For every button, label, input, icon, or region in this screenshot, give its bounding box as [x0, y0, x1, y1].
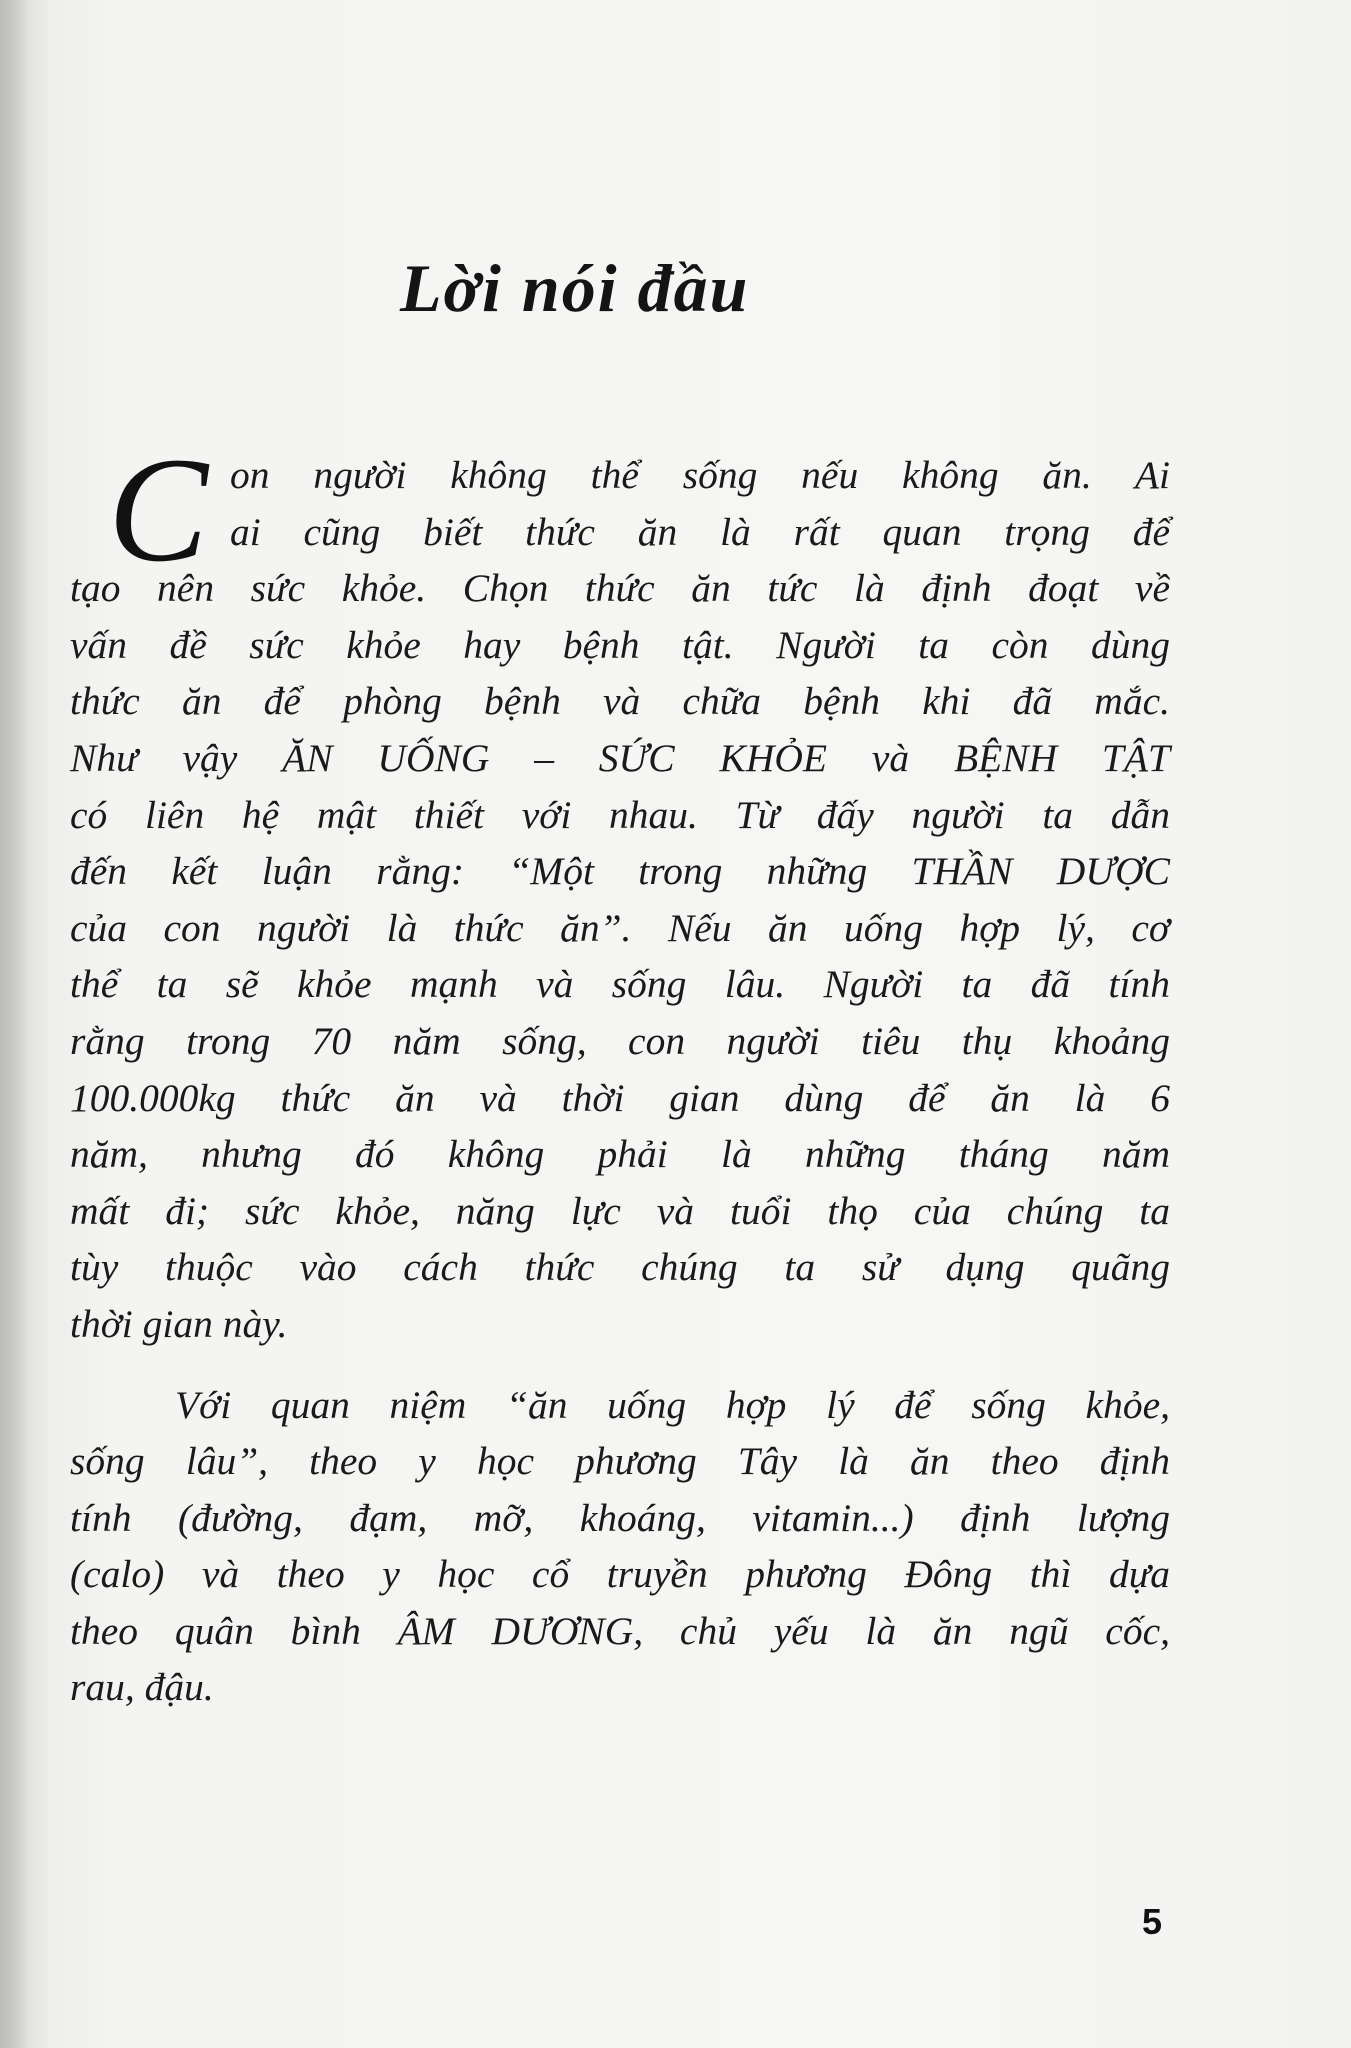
- body-text: [70, 447, 1170, 1716]
- text-line: mất đi; sức khỏe, năng lực và tuổi thọ của chúng ta: [70, 1188, 1170, 1233]
- paragraph-2: [70, 1377, 1170, 1717]
- text-line: 100.000kg thức ăn và thời gian dùng để ăn là 6: [70, 1075, 1170, 1120]
- text-line: thời gian này.: [70, 1301, 288, 1346]
- text-line: rau, đậu.: [70, 1665, 214, 1710]
- text-line: rằng trong 70 năm sống, con người tiêu thụ khoảng: [70, 1018, 1170, 1063]
- text-line: Như vậy ĂN UỐNG – SỨC KHỎE và BỆNH TẬT: [70, 735, 1170, 780]
- text-line: Với quan niệm “ăn uống hợp lý để sống khỏe,: [175, 1382, 1170, 1427]
- text-line: của con người là thức ăn”. Nếu ăn uống hợp lý, cơ: [70, 905, 1170, 950]
- text-line: (calo) và theo y học cổ truyền phương Đông thì dựa: [70, 1552, 1170, 1597]
- text-line: ai cũng biết thức ăn là rất quan trọng để: [230, 509, 1170, 554]
- drop-cap: C: [108, 427, 209, 593]
- page-title: Lời nói đầu: [400, 250, 750, 326]
- text-line: sống lâu”, theo y học phương Tây là ăn theo định: [70, 1439, 1170, 1484]
- text-line: thức ăn để phòng bệnh và chữa bệnh khi đã mắc.: [70, 679, 1170, 724]
- text-line: có liên hệ mật thiết với nhau. Từ đấy người ta dẫn: [70, 792, 1170, 837]
- text-line: tạo nên sức khỏe. Chọn thức ăn tức là định đoạt về: [70, 566, 1170, 611]
- text-line: đến kết luận rằng: “Một trong những THẦN DƯỢC: [70, 849, 1170, 894]
- text-line: tính (đường, đạm, mỡ, khoáng, vitamin...) định lượng: [70, 1495, 1170, 1540]
- text-line: năm, nhưng đó không phải là những tháng năm: [70, 1132, 1170, 1177]
- spine-shadow: [0, 0, 28, 2048]
- text-line: tùy thuộc vào cách thức chúng ta sử dụng quãng: [70, 1245, 1170, 1290]
- text-line: on người không thể sống nếu không ăn. Ai: [230, 453, 1170, 497]
- text-line: vấn đề sức khỏe hay bệnh tật. Người ta còn dùng: [70, 622, 1170, 667]
- text-line: theo quân bình ÂM DƯƠNG, chủ yếu là ăn ngũ cốc,: [70, 1608, 1170, 1653]
- text-line: thể ta sẽ khỏe mạnh và sống lâu. Người ta đã tính: [70, 962, 1170, 1007]
- page-number: 5: [1142, 1901, 1163, 1942]
- paragraph-1: [70, 447, 1170, 1353]
